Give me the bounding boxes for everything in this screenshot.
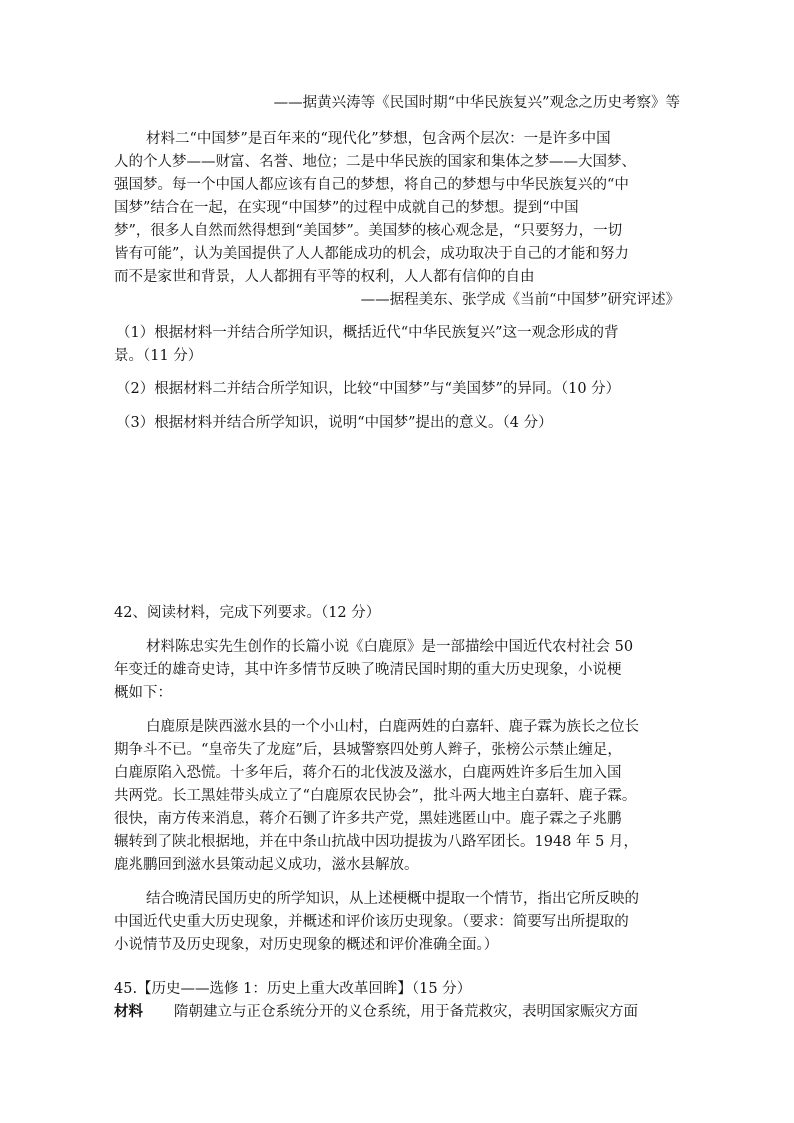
q42-intro-line: 年变迁的雄奇史诗，其中许多情节反映了晚清民国时期的重大历史现象，小说梗: [114, 662, 622, 678]
q42-story-line: 很快，南方传来消息，蒋介石铡了许多共产党，黑娃逃匿山中。鹿子霖之子兆鹏: [114, 811, 622, 827]
material2-line: 人的个人梦——财富、名誉、地位；二是中华民族的国家和集体之梦——大国梦、: [114, 154, 636, 170]
q45-material-text: 隋朝建立与正仓系统分开的义仓系统，用于备荒救灾，表明国家赈灾方面: [174, 1004, 638, 1020]
material2-line: 而不是家世和背景，人人都拥有平等的权利，人人都有信仰的自由: [114, 269, 535, 285]
question-3: （3）根据材料并结合所学知识，说明“中国梦”提出的意义。（4 分）: [116, 415, 553, 431]
question-1: （1）根据材料一并结合所学知识，概括近代“中华民族复兴”这一观念形成的背: [116, 325, 619, 341]
q42-task-line: 小说情节及历史现象，对历史现象的概述和评价准确全面。）: [114, 937, 499, 953]
q42-story-line: 辗转到了陕北根据地，并在中条山抗战中因功提拔为八路军团长。1948 年 5 月，: [114, 834, 638, 850]
q42-intro-line: 概如下：: [114, 685, 172, 701]
q45-material-label: 材料: [114, 1003, 143, 1020]
q42-intro-line: 材料陈忠实先生创作的长篇小说《白鹿原》是一部描绘中国近代农村社会 50: [146, 639, 634, 655]
material2-line: 强国梦。每一个中国人都应该有自己的梦想，将自己的梦想与中华民族复兴的“中: [114, 177, 629, 193]
question-2: （2）根据材料二并结合所学知识，比较“中国梦”与“美国梦”的异同。（10 分）: [116, 381, 621, 397]
question-1-cont: 景。（11 分）: [114, 348, 203, 364]
q42-story-line: 期争斗不已。“皇帝失了龙庭”后，县城警察四处剪人辫子，张榜公示禁止缠足，: [114, 742, 622, 758]
material2-line: 皆有可能”，认为美国提供了人人都能成功的机会，成功取决于自己的才能和努力: [114, 246, 629, 262]
q42-story-line: 鹿兆鹏回到滋水县策动起义成功，滋水县解放。: [114, 857, 419, 873]
q42-story-line: 白鹿原是陕西滋水县的一个小山村，白鹿两姓的白嘉轩、鹿子霖为族长之位长: [146, 719, 639, 735]
material2-line: 梦”，很多人自然而然得想到“美国梦”。美国梦的核心观念是，“只要努力，一切: [114, 223, 623, 239]
q42-task-line: 结合晚清民国历史的所学知识，从上述梗概中提取一个情节，指出它所反映的: [146, 891, 639, 907]
material2-line: 材料二“中国梦”是百年来的“现代化”梦想，包含两个层次：一是许多中国: [146, 131, 611, 147]
material2-line: 国梦”结合在一起，在实现“中国梦”的过程中成就自己的梦想。提到“中国: [114, 200, 579, 216]
q42-story-line: 共两党。长工黑娃带头成立了“白鹿原农民协会”，批斗两大地主白嘉轩、鹿子霖。: [114, 788, 637, 804]
material2-source: ——据程美东、张学成《当前“中国梦”研究评述》: [360, 292, 680, 308]
q42-task-line: 中国近代史重大历史现象，并概述和评价该历史现象。（要求：简要写出所提取的: [114, 914, 629, 930]
q45-title: 45.【历史——选修 1：历史上重大改革回眸】（15 分）: [114, 981, 472, 997]
material1-source: ——据黄兴涛等《民国时期“中华民族复兴”观念之历史考察》等: [273, 95, 680, 111]
q42-title: 42、阅读材料，完成下列要求。（12 分）: [114, 605, 381, 621]
q42-story-line: 白鹿原陷入恐慌。十多年后，蒋介石的北伐波及滋水，白鹿两姓许多后生加入国: [114, 765, 622, 781]
